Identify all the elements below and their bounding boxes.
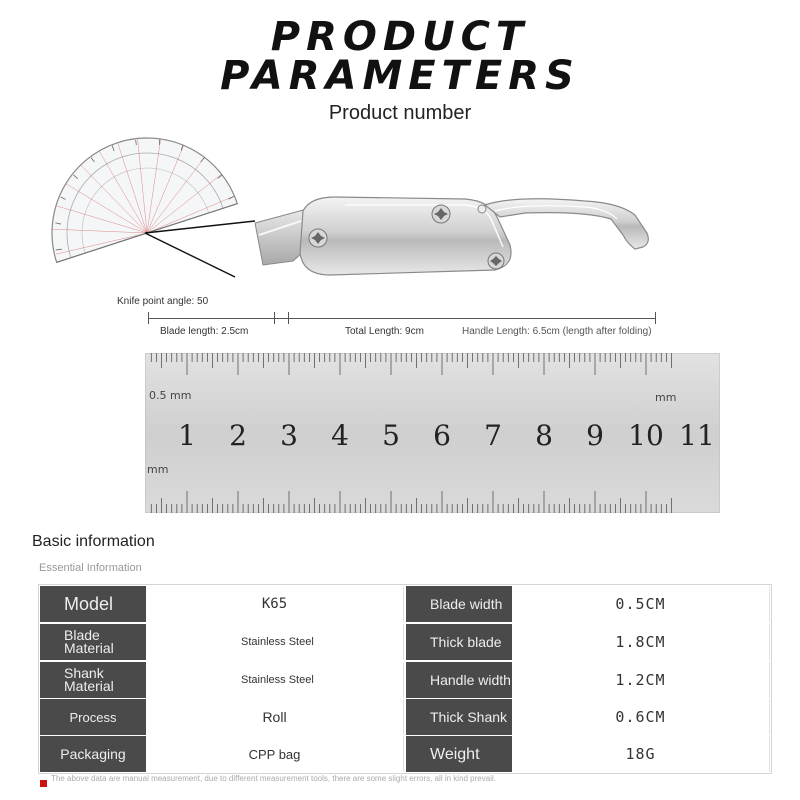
spec-value-weight: 18G <box>512 736 770 772</box>
spec-value-process: Roll <box>146 699 404 735</box>
spec-value-handle-width: 1.2CM <box>512 662 770 698</box>
ruler-number: 10 <box>628 419 664 452</box>
blade-length-label: Blade length: 2.5cm <box>160 326 249 337</box>
spec-value-shank-material: Stainless Steel <box>146 662 404 698</box>
spec-value-model: K65 <box>146 586 404 622</box>
spec-value-packaging: CPP bag <box>146 736 404 772</box>
product-number-subtitle: Product number <box>328 102 472 124</box>
ruler-number: 3 <box>280 419 298 452</box>
title-line-2: PARAMETERS <box>220 53 580 99</box>
ruler-number: 7 <box>484 419 502 452</box>
ruler-bottom-left-label: mm <box>147 463 169 476</box>
dimension-tick <box>288 312 289 324</box>
spec-label-model: Model <box>40 586 146 622</box>
spec-value-thick-shank: 0.6CM <box>512 699 770 735</box>
dimension-tick <box>274 312 275 324</box>
dimension-tick <box>148 312 149 324</box>
spec-label-packaging: Packaging <box>40 736 146 772</box>
ruler-number: 9 <box>586 419 604 452</box>
ruler-top-right-label: mm <box>655 391 677 404</box>
dimension-tick <box>655 312 656 324</box>
spec-value-blade-width: 0.5CM <box>512 586 770 622</box>
spec-label-blade-width: Blade width <box>406 586 512 622</box>
measurement-footnote: The above data are manual measurement, due to different measurement tools, there are some slight errors, all in kind prevail. <box>51 774 496 783</box>
dimension-line <box>148 318 656 319</box>
ruler-number: 1 <box>178 419 196 452</box>
knife-point-angle-label: Knife point angle: 50 <box>117 296 209 307</box>
handle-length-label: Handle Length: 6.5cm (length after folding) <box>462 326 652 337</box>
ruler-number: 11 <box>679 419 715 452</box>
spec-label-weight: Weight <box>406 736 512 772</box>
ruler-top-left-label: 0.5 mm <box>149 389 192 402</box>
specifications-table <box>38 584 772 774</box>
ruler-number: 6 <box>433 419 451 452</box>
spec-value-thick-blade: 1.8CM <box>512 624 770 660</box>
spec-label-process: Process <box>40 699 146 735</box>
title-line-1: PRODUCT <box>270 14 530 60</box>
footnote-marker-icon <box>40 780 47 787</box>
measuring-ruler <box>145 353 720 513</box>
ruler-number: 5 <box>382 419 400 452</box>
spec-label-thick-shank: Thick Shank <box>406 699 512 735</box>
basic-information-heading: Basic information <box>32 533 155 550</box>
total-length-label: Total Length: 9cm <box>345 326 424 337</box>
knife-product-image <box>45 135 675 295</box>
spec-label-shank-material: Shank Material <box>40 662 146 698</box>
spec-value-blade-material: Stainless Steel <box>146 624 404 660</box>
ruler-number: 8 <box>535 419 553 452</box>
essential-information-subheading: Essential Information <box>39 562 142 574</box>
ruler-number: 2 <box>229 419 247 452</box>
ruler-number: 4 <box>331 419 349 452</box>
protractor-icon <box>45 135 237 262</box>
spec-label-blade-material: Blade Material <box>40 624 146 660</box>
spec-label-thick-blade: Thick blade <box>406 624 512 660</box>
spec-label-handle-width: Handle width <box>406 662 512 698</box>
